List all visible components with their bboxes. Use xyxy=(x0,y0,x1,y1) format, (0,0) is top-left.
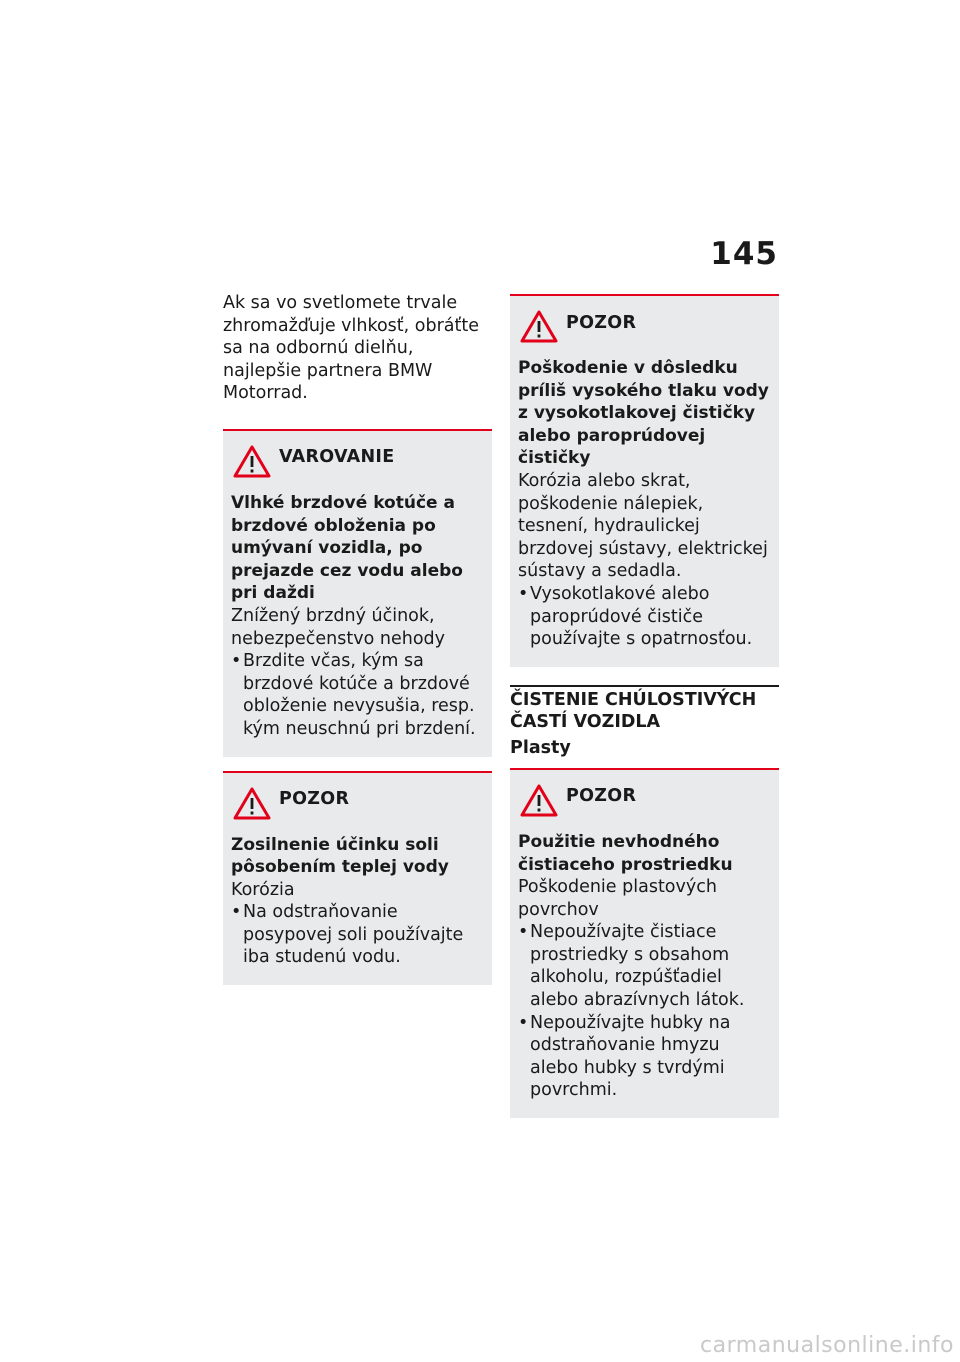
caution-box-header xyxy=(520,784,771,817)
warning-triangle-icon xyxy=(520,310,558,343)
warning-bullets xyxy=(231,650,484,740)
caution-bullets xyxy=(518,583,771,651)
warning-title: Vlhké brzdové kotúče a brzdové obloženia po umývaní vozidla, po prejazde cez vodu alebo pri daždi xyxy=(231,492,463,604)
caution-box xyxy=(223,771,492,986)
intro-paragraph: Ak sa vo svetlomete trvale zhromažďuje vlhkosť, obráťte sa na odbornú dielňu, najlepšie partnera BMW Motorrad. xyxy=(223,293,479,404)
caution-label: POZOR xyxy=(566,786,637,807)
right-column xyxy=(510,294,779,1132)
warning-text: Znížený brzdný účinok, nebezpečenstvo nehody xyxy=(231,605,445,649)
watermark: carmanualsonline.info xyxy=(700,1333,954,1358)
section-title: ČISTENIE CHÚLOSTIVÝCH ČASTÍ VOZIDLA xyxy=(510,689,757,733)
left-column xyxy=(223,292,492,999)
caution-text: Korózia xyxy=(231,879,295,900)
warning-triangle-icon xyxy=(520,784,558,817)
warning-label: VAROVANIE xyxy=(279,447,395,468)
caution-text: Korózia alebo skrat, poškodenie nálepiek, tesnení, hydraulickej brzdovej sústavy, elektrickej sústavy a sedadla. xyxy=(518,470,768,582)
list-item: • Na odstraňovanie posypovej soli používajte iba studenú vodu. xyxy=(231,901,484,969)
warning-triangle-icon xyxy=(233,787,271,820)
page-number: 145 xyxy=(710,236,778,272)
caution-label: POZOR xyxy=(566,312,637,333)
caution-label: POZOR xyxy=(279,789,350,809)
caution-box xyxy=(510,768,779,1118)
caution-box-header xyxy=(520,310,771,343)
caution-title: Poškodenie v dôsledku príliš vysokého tlaku vody z vysokotlakovej čističky alebo paroprúdovej čističky xyxy=(518,358,769,469)
list-item: • Vysokotlakové alebo paroprúdové čističe používajte s opatrnosťou. xyxy=(518,583,771,651)
caution-title: Použitie nevhodného čistiaceho prostriedku xyxy=(518,831,733,875)
warning-box xyxy=(223,429,492,757)
caution-box-header xyxy=(233,787,484,820)
section-divider xyxy=(510,685,779,687)
caution-title: Zosilnenie účinku soli pôsobením teplej vody xyxy=(231,834,449,878)
warning-triangle-icon xyxy=(233,445,271,478)
caution-text: Poškodenie plastových povrchov xyxy=(518,877,717,920)
list-item: • Nepoužívajte čistiace prostriedky s obsahom alkoholu, rozpúšťadiel alebo abrazívnych látok. xyxy=(518,921,771,1011)
list-item: • Brzdite včas, kým sa brzdové kotúče a brzdové obloženie nevysušia, resp. kým neuschnú pri brzdení. xyxy=(231,650,484,740)
caution-bullets xyxy=(518,921,771,1102)
sub-title: Plasty xyxy=(510,737,571,758)
warning-box-header xyxy=(233,445,484,478)
caution-bullets xyxy=(231,901,484,969)
list-item: • Nepoužívajte hubky na odstraňovanie hmyzu alebo hubky s tvrdými povrchmi. xyxy=(518,1012,771,1102)
caution-box xyxy=(510,294,779,667)
